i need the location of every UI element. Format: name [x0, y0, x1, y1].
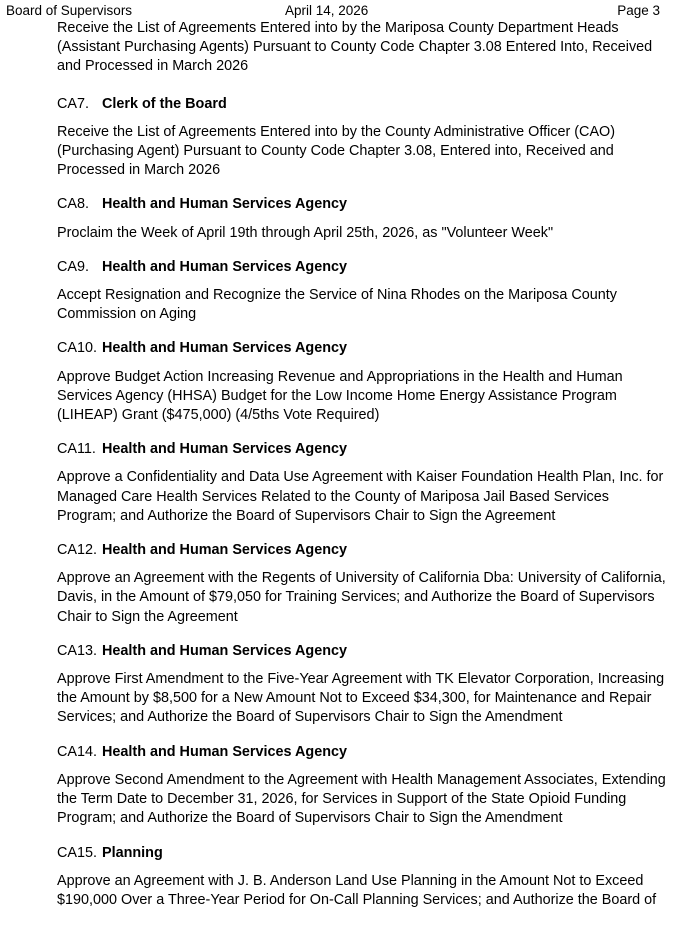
agenda-item-department: Health and Human Services Agency [102, 196, 347, 213]
agenda-item-description: Approve First Amendment to the Five-Year Agreement with TK Elevator Corporation, Increasing the Amount by $8,500 for a New Amount Not to Exceed $34,300, for Maintenance and Repair Services; and Authorize the Board of Supervisors Chair to Sign the Amendment [57, 671, 665, 726]
agenda-item-number: CA12. [57, 542, 97, 559]
agenda-item-heading [57, 195, 669, 214]
agenda-item-department: Health and Human Services Agency [102, 340, 347, 357]
agenda-content [57, 19, 669, 925]
agenda-item-ca11 [57, 440, 669, 526]
agenda-item-department: Planning [102, 844, 163, 861]
agenda-item-number: CA11. [57, 441, 96, 458]
agenda-item-description: Proclaim the Week of April 19th through April 25th, 2026, as "Volunteer Week" [57, 224, 554, 241]
agenda-item-ca13 [57, 642, 669, 728]
agenda-item-heading [57, 541, 669, 560]
agenda-item-ca12 [57, 541, 669, 627]
agenda-item-department: Health and Human Services Agency [102, 743, 347, 760]
header-organization: Board of Supervisors [6, 3, 133, 18]
agenda-item-number: CA13. [57, 642, 97, 659]
agenda-item-department: Health and Human Services Agency [102, 642, 347, 659]
agenda-item-description: Approve Second Amendment to the Agreement with Health Management Associates, Extending the Term Date to December 31, 2026, for Services in Support of the State Opioid Funding Program; and Authorize the Board of Supervisors Chair to Sign the Amendment [57, 771, 666, 827]
agenda-item-heading [57, 95, 669, 114]
header-page-number: Page 3 [617, 3, 660, 18]
header-date: April 14, 2026 [285, 3, 369, 18]
continued-item-description: Receive the List of Agreements Entered into by the Mariposa County Department Heads (Assistant Purchasing Agents) Pursuant to County Code Chapter 3.08 Entered Into, Received and Processed in March 2026 [57, 20, 653, 75]
agenda-item-department: Health and Human Services Agency [102, 441, 347, 458]
agenda-item-number: CA8. [57, 196, 89, 213]
agenda-item-description: Approve an Agreement with the Regents of University of California Dba: University of California, Davis, in the Amount of $79,050 for Training Services; and Authorize the Board of Supervisors Chair to Sign the Agreement [57, 570, 666, 625]
agenda-item-ca10 [57, 339, 669, 425]
agenda-item-number: CA9. [57, 258, 89, 275]
agenda-item-department: Health and Human Services Agency [102, 258, 347, 275]
agenda-item-heading [57, 844, 669, 863]
agenda-item-heading [57, 339, 669, 358]
agenda-item-ca8 [57, 195, 669, 242]
agenda-item-heading [57, 642, 669, 661]
agenda-item-heading [57, 440, 669, 459]
agenda-item-description: Receive the List of Agreements Entered into by the County Administrative Officer (CAO) (Purchasing Agent) Pursuant to County Code Chapter 3.08, Entered into, Received and Processed in March 2026 [57, 123, 616, 179]
agenda-item-heading [57, 258, 669, 277]
page-header [0, 0, 680, 20]
agenda-item-number: CA7. [57, 95, 89, 112]
agenda-item-description: Approve an Agreement with J. B. Anderson Land Use Planning in the Amount Not to Exceed $190,000 Over a Three-Year Period for On-Call Planning Services; and Authorize the Board of [57, 872, 657, 908]
agenda-item-department: Clerk of the Board [102, 95, 227, 112]
agenda-item-ca9 [57, 258, 669, 325]
agenda-item-ca15 [57, 844, 669, 911]
agenda-item-department: Health and Human Services Agency [102, 542, 347, 559]
agenda-item-number: CA15. [57, 844, 97, 861]
agenda-item-number: CA14. [57, 743, 97, 760]
agenda-item-description: Approve Budget Action Increasing Revenue and Appropriations in the Health and Human Services Agency (HHSA) Budget for the Low Income Home Energy Assistance Program (LIHEAP) Grant ($475,000) (4/5ths Vote Required) [57, 368, 623, 424]
agenda-item-description: Approve a Confidentiality and Data Use Agreement with Kaiser Foundation Health Plan, Inc. for Managed Care Health Services Related to the County of Mariposa Jail Based Services Program; and Authorize the Board of Supervisors Chair to Sign the Agreement [57, 469, 664, 524]
agenda-item-number: CA10. [57, 340, 97, 357]
agenda-item-heading [57, 743, 669, 762]
agenda-item-ca14 [57, 743, 669, 829]
agenda-item-description: Accept Resignation and Recognize the Service of Nina Rhodes on the Mariposa County Commission on Aging [57, 287, 617, 323]
agenda-item-ca7 [57, 95, 669, 181]
